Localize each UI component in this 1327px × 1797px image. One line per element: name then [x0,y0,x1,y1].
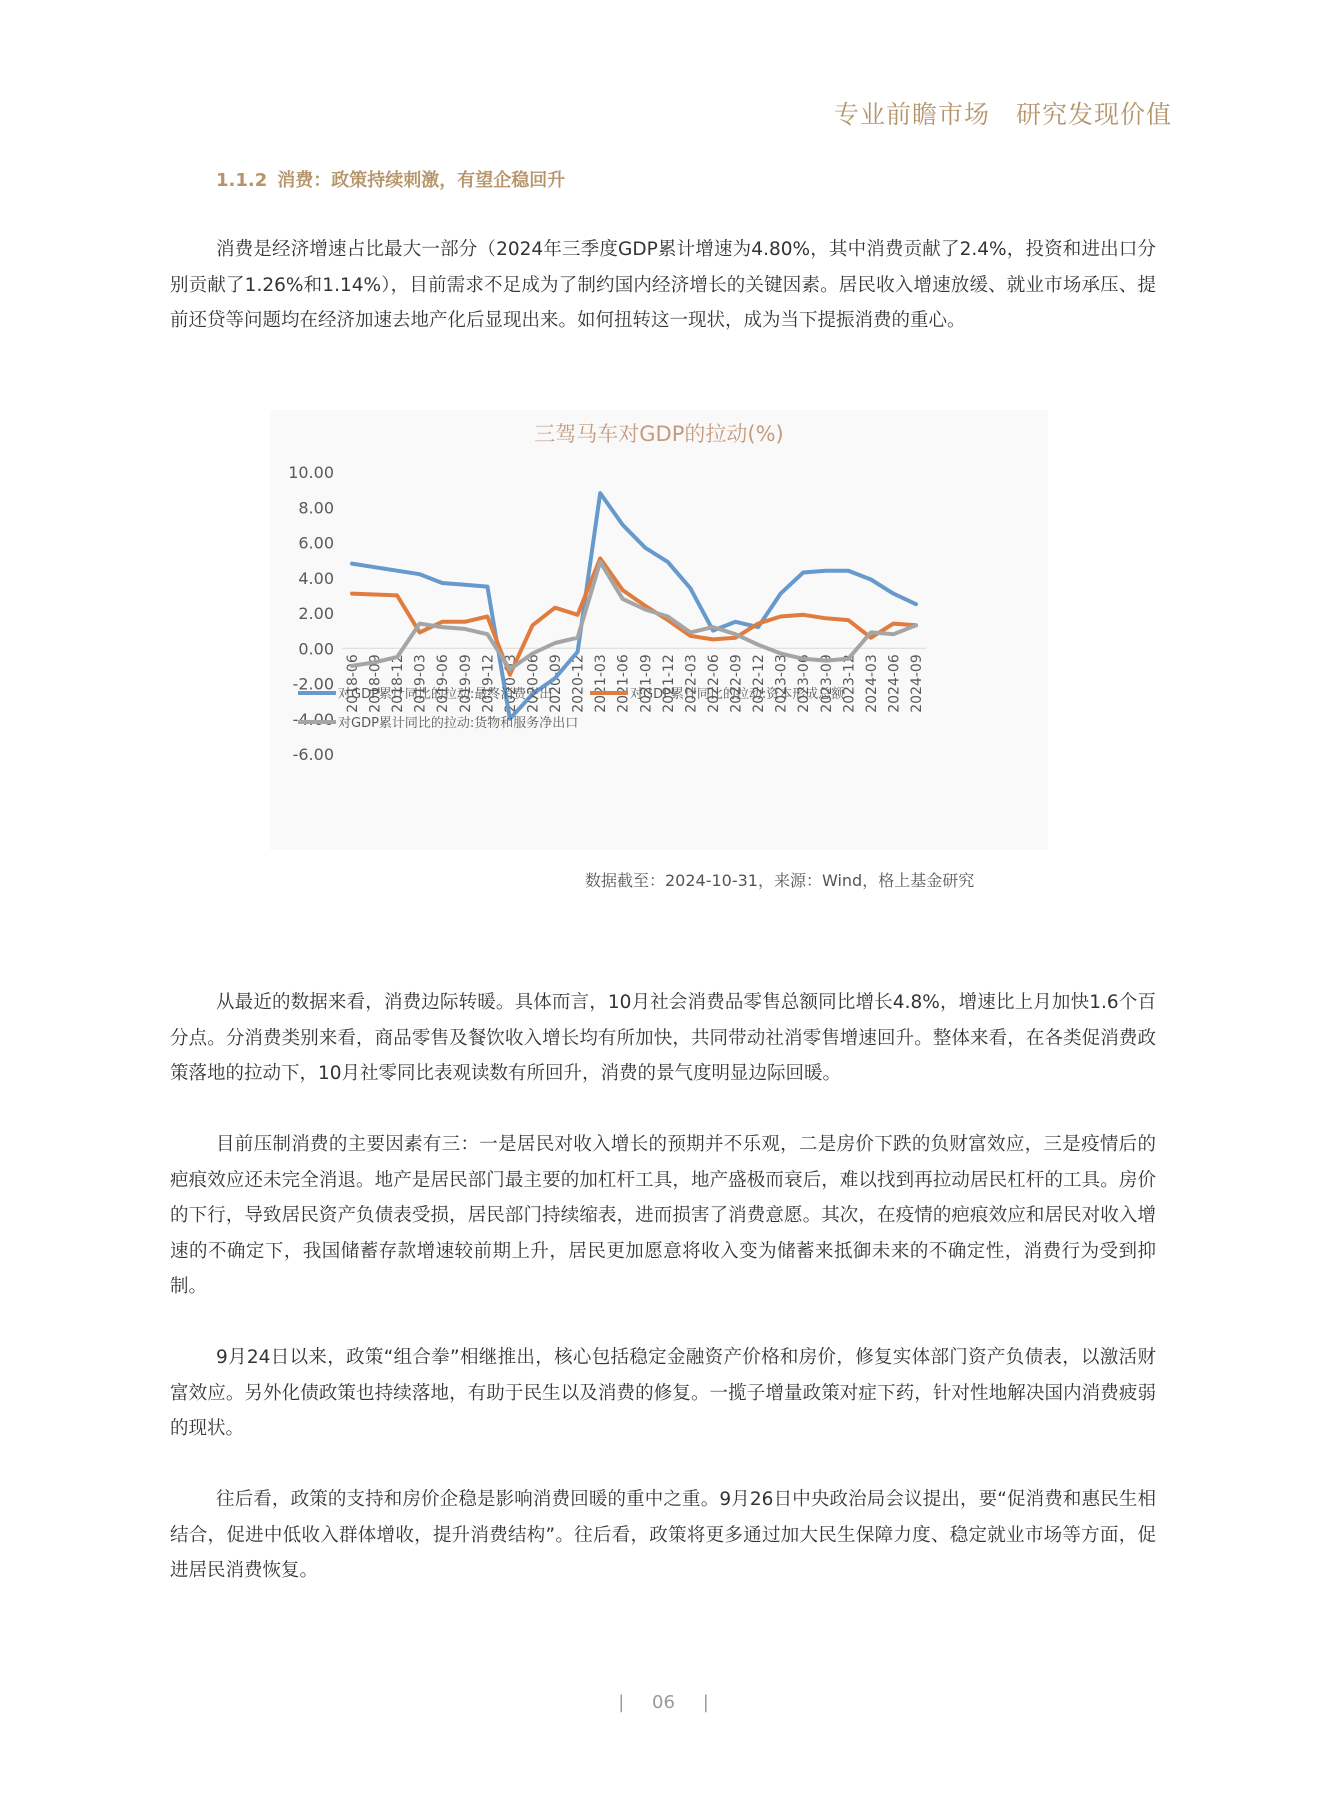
section-number: 1.1.2 [216,170,268,191]
gdp-contribution-chart [270,410,1048,850]
x-tick-label: 2022-03 [683,654,700,713]
y-tick-label: -2.00 [292,674,334,694]
section-title-text: 消费：政策持续刺激，有望企稳回升 [277,170,566,191]
page-number: 06 [652,1692,675,1713]
y-tick-label: 2.00 [298,604,334,623]
header-slogan-left: 专业前瞻市场 [833,100,990,129]
series-line-3 [352,562,916,670]
x-tick-label: 2021-09 [638,654,655,713]
header-slogan-right: 研究发现价值 [1015,100,1172,129]
chart-source: 数据截至：2024-10-31，来源：Wind，格上基金研究 [585,871,975,890]
x-tick-label: 2023-12 [841,654,858,713]
x-tick-label: 2019-12 [480,654,497,713]
x-tick-label: 2018-12 [390,654,407,713]
section-title [216,166,565,192]
x-tick-label: 2022-09 [728,654,745,713]
y-tick-label: 0.00 [298,639,334,659]
legend-label-1: 对GDP累计同比的拉动:最终消费支出 [338,687,553,702]
x-tick-label: 2021-03 [593,654,610,713]
y-tick-label: 6.00 [298,533,334,553]
x-tick-label: 2020-03 [502,654,519,713]
x-tick-label: 2019-09 [457,654,474,713]
page-footer [0,1692,1327,1713]
paragraph-4: 9月24日以来，政策“组合拳”相继推出，核心包括稳定金融资产价格和房价，修复实体部门资产负债表，以激活财富效应。另外化债政策也持续落地，有助于民生以及消费的修复。一揽子增量政策对症下药，针对性地解决国内消费疲弱的现状。 [170,1347,1156,1439]
chart-title: 三驾马车对GDP的拉动(%) [534,422,784,446]
x-tick-label: 2019-03 [412,654,429,713]
legend-label-2: 对GDP累计同比的拉动:资本形成总额 [630,687,845,702]
x-tick-label: 2023-06 [796,654,813,713]
paragraph-5: 往后看，政策的支持和房价企稳是影响消费回暖的重中之重。9月26日中央政治局会议提出，要“促消费和惠民生相结合，促进中低收入群体增收，提升消费结构”。往后看，政策将更多通过加大民生保障力度、稳定就业市场等方面，促进居民消费恢复。 [170,1489,1156,1581]
y-tick-label: 8.00 [298,498,334,518]
x-tick-label: 2020-06 [525,654,542,713]
x-tick-label: 2024-03 [863,654,880,713]
x-tick-label: 2019-06 [435,654,452,713]
x-tick-label: 2018-06 [345,654,361,713]
footer-separator-left: | [618,1692,625,1713]
x-tick-label: 2024-06 [886,654,903,713]
y-tick-label: -6.00 [292,745,334,764]
x-tick-label: 2020-12 [570,654,587,713]
page-header-slogan [834,95,1172,131]
x-tick-label: 2023-09 [818,654,835,713]
legend-label-3: 对GDP累计同比的拉动:货物和服务净出口 [338,716,579,731]
x-tick-label: 2018-09 [367,654,384,713]
x-tick-label: 2020-09 [548,654,565,713]
paragraph-2: 从最近的数据来看，消费边际转暖。具体而言，10月社会消费品零售总额同比增长4.8%，增速比上月加快1.6个百分点。分消费类别来看，商品零售及餐饮收入增长均有所加快，共同带动社消零售增速回升。整体来看，在各类促消费政策落地的拉动下，10月社零同比表观读数有所回升，消费的景气度明显边际回暖。 [170,992,1156,1084]
x-tick-label: 2023-03 [773,654,790,713]
y-tick-label: 10.00 [288,463,334,482]
paragraph-3: 目前压制消费的主要因素有三：一是居民对收入增长的预期并不乐观，二是房价下跌的负财富效应，三是疫情后的疤痕效应还未完全消退。地产是居民部门最主要的加杠杆工具，地产盛极而衰后，难以找到再拉动居民杠杆的工具。房价的下行，导致居民资产负债表受损，居民部门持续缩表，进而损害了消费意愿。其次，在疫情的疤痕效应和居民对收入增速的不确定下，我国储蓄存款增速较前期上升，居民更加愿意将收入变为储蓄来抵御未来的不确定性，消费行为受到抑制。 [170,1134,1156,1297]
x-tick-label: 2024-09 [909,654,925,713]
footer-separator-right: | [702,1692,709,1713]
x-tick-label: 2021-06 [615,654,632,713]
x-tick-label: 2022-06 [705,654,722,713]
x-tick-label: 2022-12 [751,654,768,713]
x-tick-label: 2021-12 [660,654,677,713]
y-tick-label: 4.00 [298,568,334,588]
y-tick-label: -4.00 [292,709,334,729]
paragraph-1: 消费是经济增速占比最大一部分（2024年三季度GDP累计增速为4.80%，其中消费贡献了2.4%，投资和进出口分别贡献了1.26%和1.14%），目前需求不足成为了制约国内经济增长的关键因素。居民收入增速放缓、就业市场承压、提前还贷等问题均在经济加速去地产化后显现出来。如何扭转这一现状，成为当下提振消费的重心。 [170,239,1156,331]
